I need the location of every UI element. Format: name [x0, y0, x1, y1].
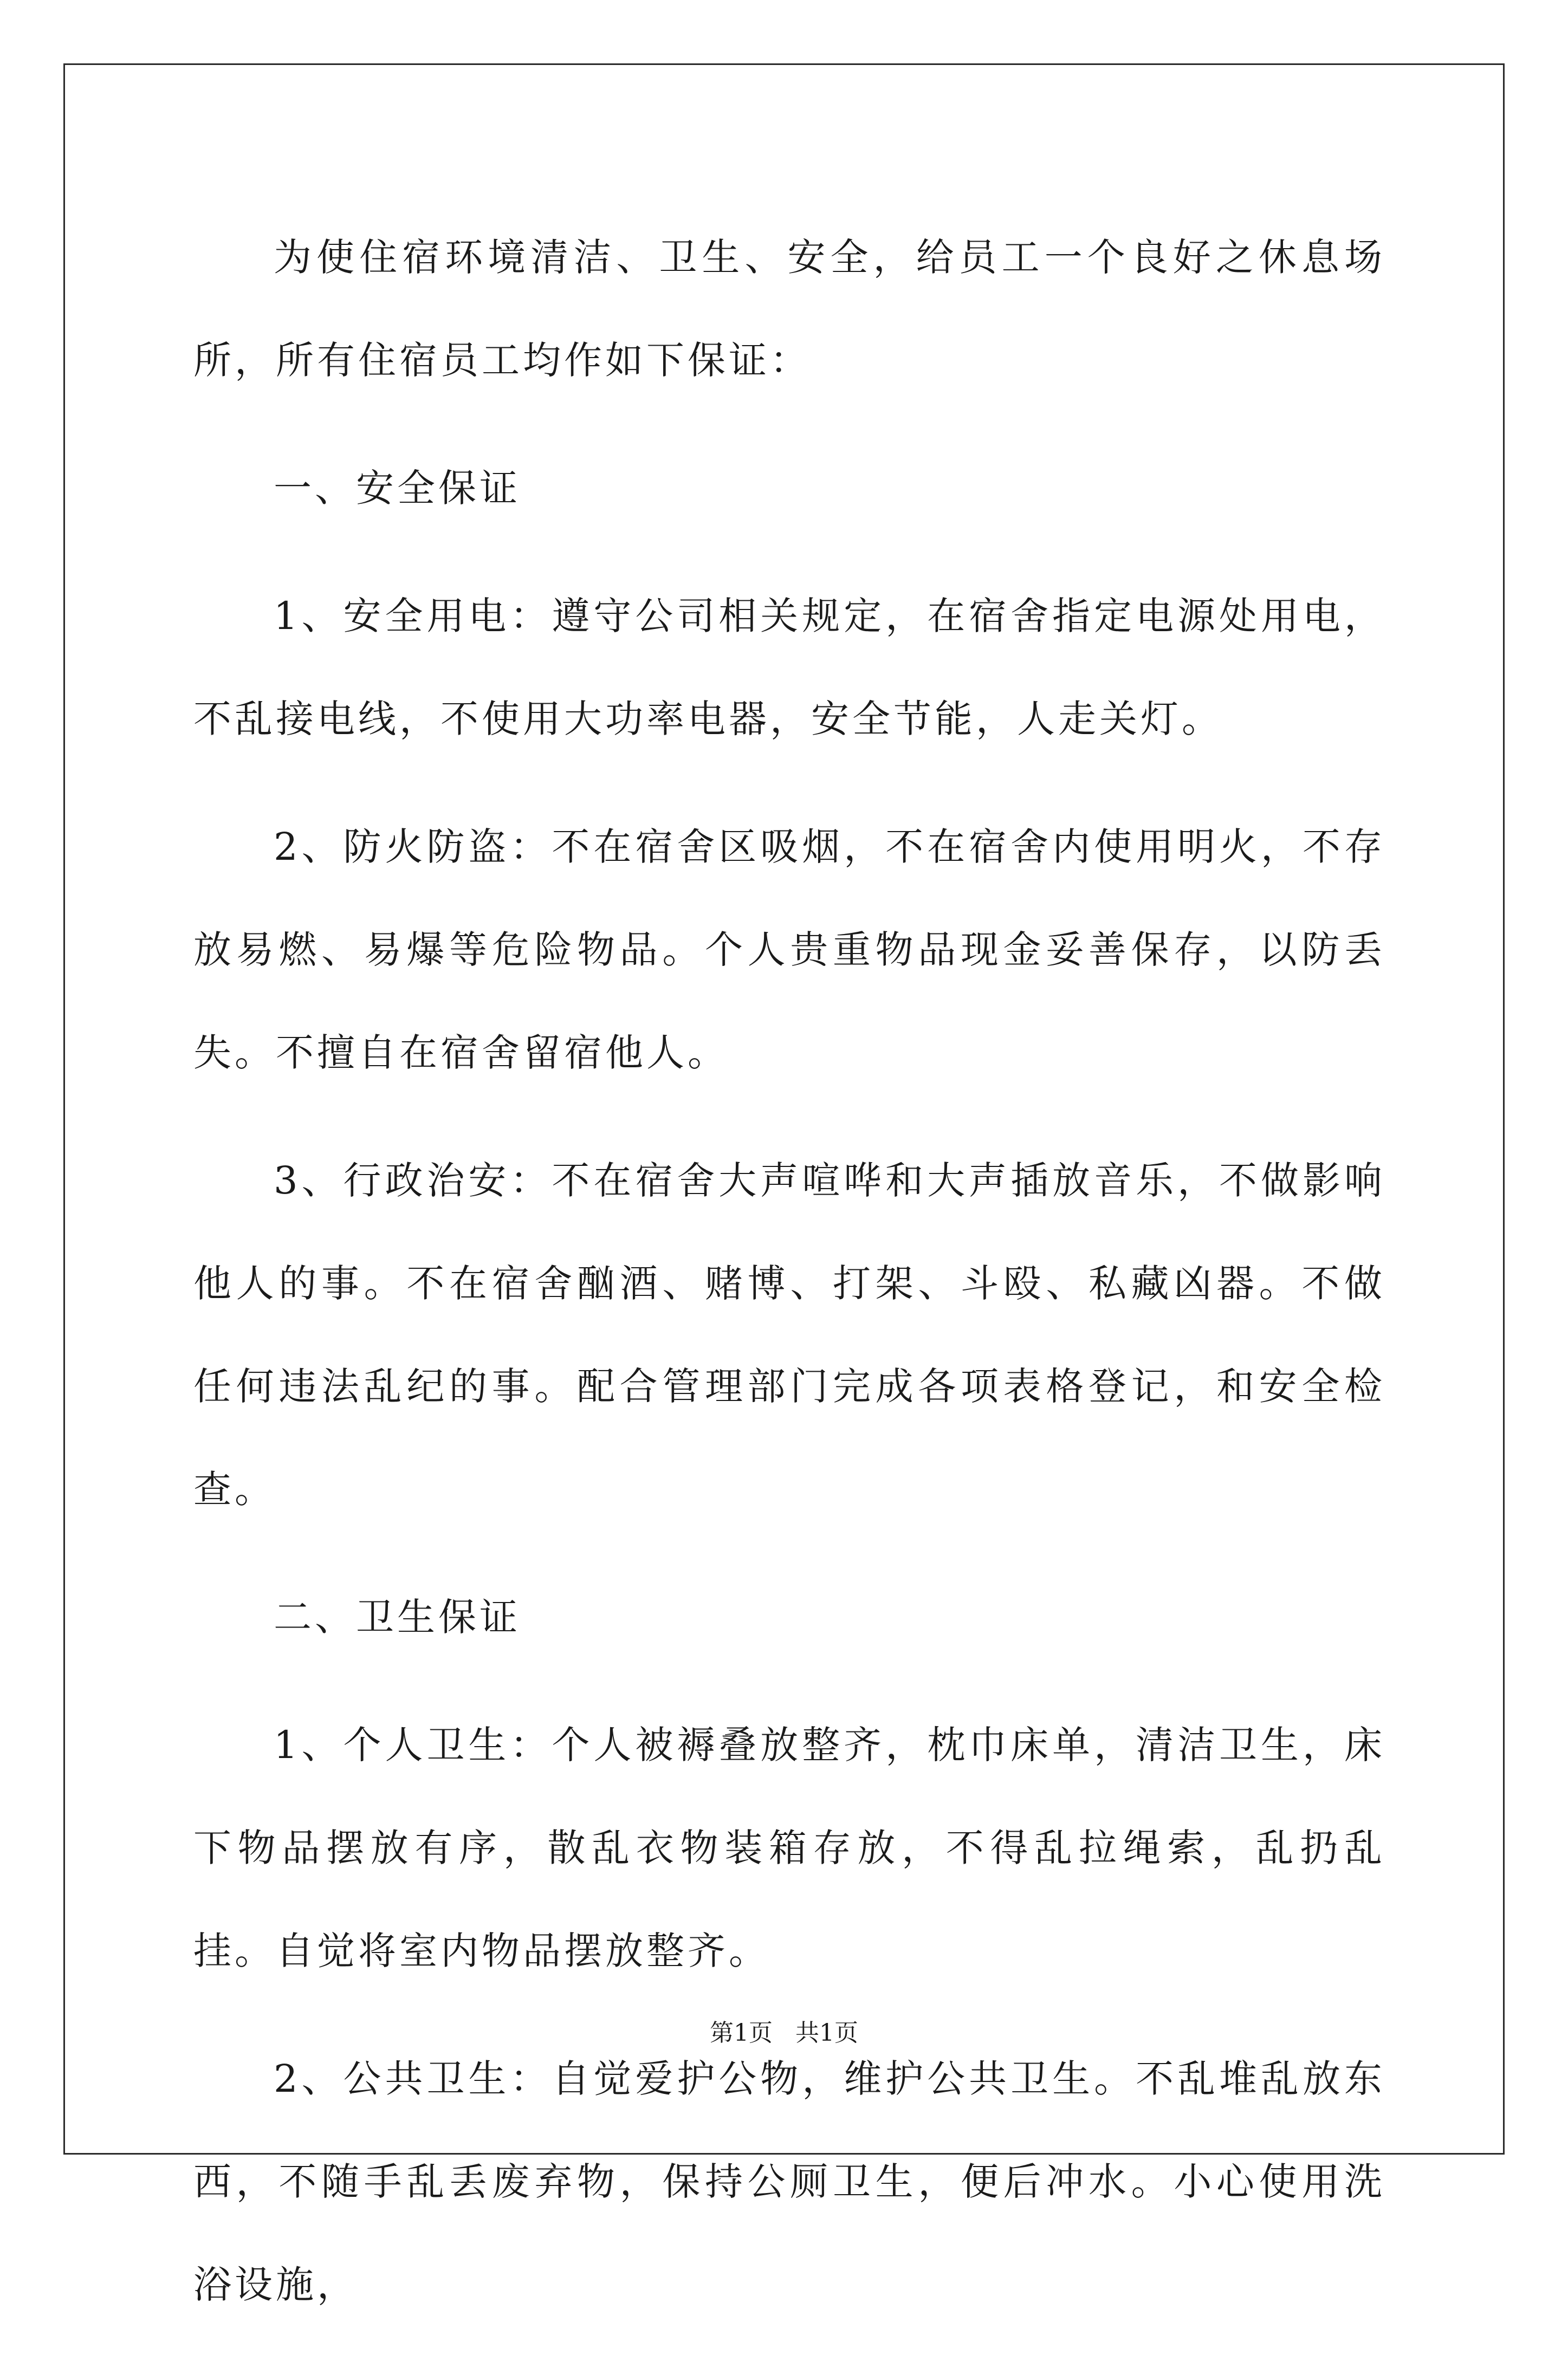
page-number-total: 共1页	[795, 2019, 858, 2047]
section-heading-hygiene: 二、卫生保证	[274, 1595, 521, 1639]
paragraph-public-order: 3、行政治安：不在宿舍大声喧哗和大声插放音乐，不做影响他人的事。不在宿舍酗酒、赌博、打架、斗殴、私藏凶器。不做任何违法乱纪的事。配合管理部门完成各项表格登记，和安全检查。	[193, 1158, 1385, 1512]
section-heading-safety: 一、安全保证	[274, 466, 521, 510]
page-footer	[0, 2013, 1568, 2048]
paragraph-personal-hygiene: 1、个人卫生：个人被褥叠放整齐，枕巾床单，清洁卫生，床下物品摆放有序，散乱衣物装箱存放，不得乱拉绳索，乱扔乱挂。自觉将室内物品摆放整齐。	[193, 1723, 1385, 1973]
page-number-current: 第1页	[710, 2019, 773, 2047]
paragraph-electricity: 1、安全用电：遵守公司相关规定，在宿舍指定电源处用电，不乱接电线，不使用大功率电器，安全节能，人走关灯。	[193, 594, 1385, 741]
paragraph-public-hygiene: 2、公共卫生：自觉爱护公物，维护公共卫生。不乱堆乱放东西，不随手乱丢废弃物，保持公厕卫生，便后冲水。小心使用洗浴设施，	[193, 2057, 1385, 2307]
paragraph-fire-theft: 2、防火防盗：不在宿舍区吸烟，不在宿舍内使用明火，不存放易燃、易爆等危险物品。个人贵重物品现金妥善保存，以防丢失。不擅自在宿舍留宿他人。	[193, 825, 1385, 1075]
intro-paragraph: 为使住宿环境清洁、卫生、安全，给员工一个良好之休息场所，所有住宿员工均作如下保证：	[193, 235, 1385, 382]
